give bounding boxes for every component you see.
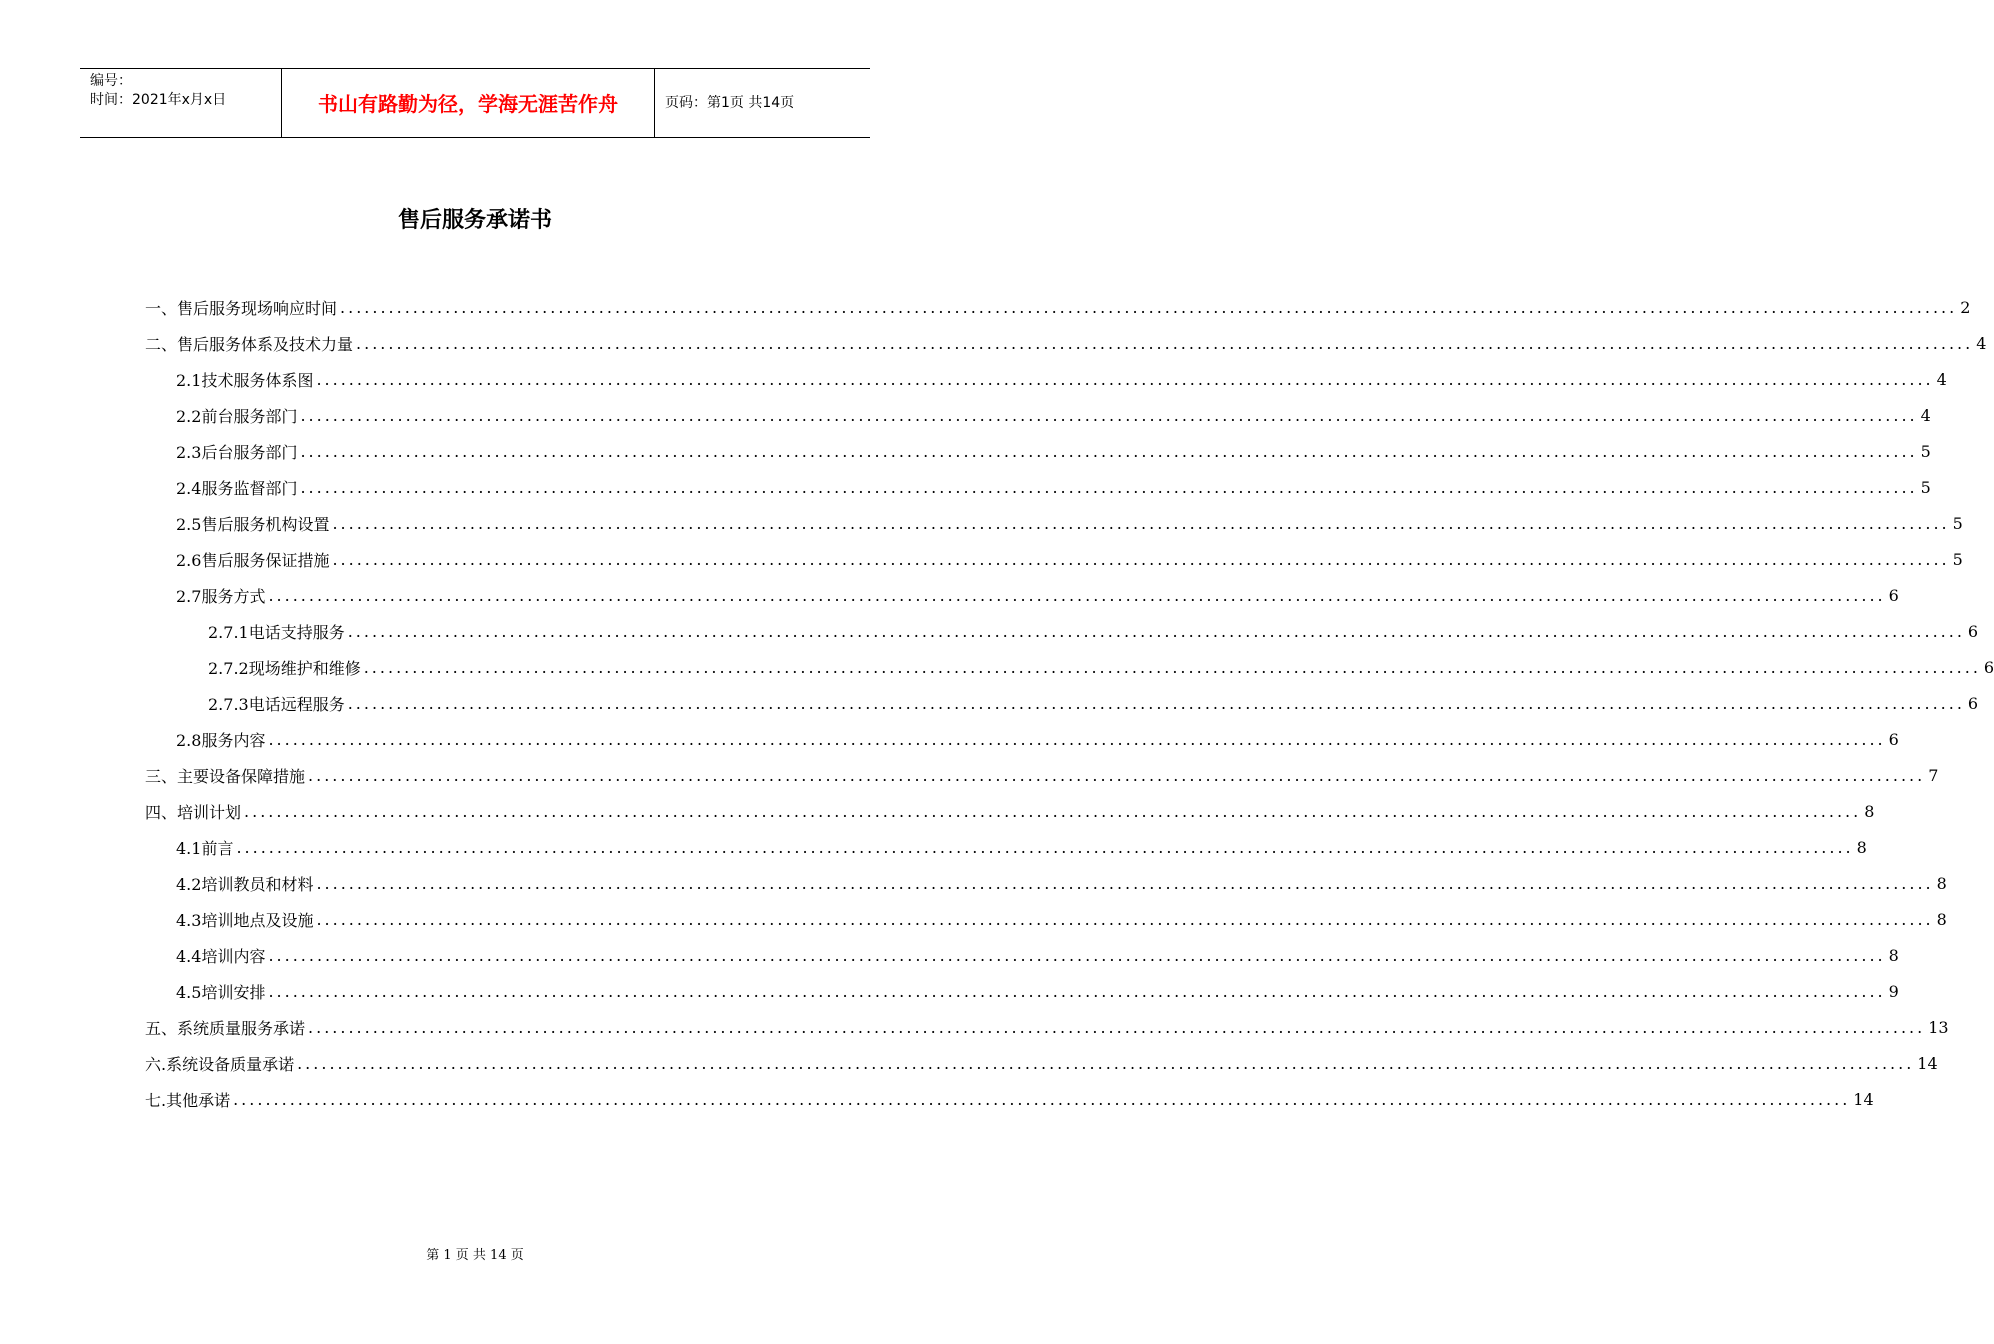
header-page-cell: [655, 69, 870, 137]
toc-dot-leader: ........................................................................................................................................................................................................: [236, 837, 1854, 857]
toc-entry-page: 5: [1920, 477, 1931, 497]
toc-dot-leader: ........................................................................................................................................................................................................: [332, 549, 1950, 569]
header-page-info: 页码：第1页 共14页: [665, 95, 795, 111]
toc-entry-page: 4: [1936, 369, 1947, 389]
toc-dot-leader: ........................................................................................................................................................................................................: [233, 1089, 1851, 1109]
toc-entry-label: 4.3培训地点及设施: [176, 910, 314, 930]
toc-dot-leader: ........................................................................................................................................................................................................: [347, 621, 1965, 641]
document-number-label: 编号：: [90, 73, 132, 89]
toc-entry[interactable]: [176, 901, 1947, 937]
toc-entry-page: 4: [1976, 333, 1987, 353]
toc-dot-leader: ........................................................................................................................................................................................................: [300, 405, 1918, 425]
toc-entry-label: 七.其他承诺: [145, 1090, 231, 1110]
toc-entry-page: 6: [1967, 621, 1979, 641]
toc-entry[interactable]: [176, 721, 1899, 757]
toc-entry-page: 5: [1920, 441, 1931, 461]
toc-dot-leader: ........................................................................................................................................................................................................: [300, 477, 1918, 497]
header-motto-cell: [282, 69, 655, 137]
toc-entry-page: 8: [1856, 837, 1867, 857]
toc-dot-leader: ........................................................................................................................................................................................................: [316, 873, 1934, 893]
toc-entry[interactable]: [176, 829, 1867, 865]
toc-dot-leader: ........................................................................................................................................................................................................: [268, 945, 1886, 965]
toc-entry[interactable]: [208, 685, 1979, 721]
toc-entry[interactable]: [176, 541, 1963, 577]
toc-entry[interactable]: [145, 757, 1939, 793]
toc-entry-page: 14: [1853, 1089, 1874, 1109]
toc-entry-label: 4.5培训安排: [176, 982, 266, 1002]
toc-entry[interactable]: [176, 865, 1947, 901]
toc-dot-leader: ........................................................................................................................................................................................................: [300, 441, 1918, 461]
toc-entry-page: 8: [1864, 801, 1875, 821]
toc-entry-label: 4.4培训内容: [176, 946, 266, 966]
toc-entry-label: 2.7.3电话远程服务: [208, 694, 345, 714]
toc-entry[interactable]: [176, 469, 1931, 505]
toc-entry-page: 5: [1952, 549, 1963, 569]
toc-dot-leader: ........................................................................................................................................................................................................: [268, 981, 1886, 1001]
toc-entry[interactable]: [176, 433, 1931, 469]
header-motto: 书山有路勤为径，学海无涯苦作舟: [318, 92, 618, 116]
toc-entry-page: 6: [1888, 585, 1899, 605]
document-title: 售后服务承诺书: [397, 207, 552, 233]
toc-dot-leader: ........................................................................................................................................................................................................: [308, 1017, 1926, 1037]
toc-entry-label: 三、主要设备保障措施: [145, 766, 306, 786]
toc-dot-leader: ........................................................................................................................................................................................................: [308, 765, 1926, 785]
toc-dot-leader: ........................................................................................................................................................................................................: [268, 585, 1886, 605]
document-time-label: 时间：2021年x月x日: [90, 92, 227, 108]
toc-entry-label: 2.7服务方式: [176, 586, 266, 606]
toc-dot-leader: ........................................................................................................................................................................................................: [316, 369, 1934, 389]
toc-entry-label: 二、售后服务体系及技术力量: [145, 334, 354, 354]
toc-entry-page: 13: [1928, 1017, 1949, 1037]
toc-entry-page: 2: [1960, 297, 1971, 317]
toc-entry-label: 2.5售后服务机构设置: [176, 514, 330, 534]
toc-dot-leader: ........................................................................................................................................................................................................: [363, 657, 1981, 677]
toc-entry-label: 2.4服务监督部门: [176, 478, 298, 498]
toc-entry-label: 六.系统设备质量承诺: [145, 1054, 295, 1074]
toc-entry[interactable]: [145, 1081, 1874, 1117]
toc-entry-page: 4: [1920, 405, 1931, 425]
toc-entry-page: 6: [1983, 657, 1994, 677]
toc-entry-label: 2.2前台服务部门: [176, 406, 298, 426]
header-meta-cell: [80, 69, 282, 137]
toc-entry-label: 2.8服务内容: [176, 730, 266, 750]
toc-entry-page: 9: [1888, 981, 1899, 1001]
toc-entry-label: 四、培训计划: [145, 802, 242, 822]
toc-entry-label: 2.7.1电话支持服务: [208, 622, 345, 642]
toc-entry[interactable]: [176, 505, 1963, 541]
toc-entry[interactable]: [176, 577, 1899, 613]
toc-dot-leader: ........................................................................................................................................................................................................: [244, 801, 1862, 821]
toc-entry[interactable]: [145, 793, 1875, 829]
toc-entry[interactable]: [176, 973, 1899, 1009]
toc-entry-label: 一、售后服务现场响应时间: [145, 298, 338, 318]
page-header: [80, 68, 870, 138]
toc-dot-leader: ........................................................................................................................................................................................................: [347, 693, 1965, 713]
toc-dot-leader: ........................................................................................................................................................................................................: [332, 513, 1950, 533]
toc-entry[interactable]: [145, 1045, 1938, 1081]
toc-entry-page: 6: [1967, 693, 1979, 713]
toc-entry-page: 5: [1952, 513, 1963, 533]
toc-entry[interactable]: [208, 613, 1979, 649]
toc-entry-label: 2.1技术服务体系图: [176, 370, 314, 390]
toc-entry[interactable]: [176, 937, 1899, 973]
toc-entry-page: 7: [1928, 765, 1939, 785]
page-footer: 第 1 页 共 14 页: [426, 1248, 524, 1263]
toc-entry-label: 五、系统质量服务承诺: [145, 1018, 306, 1038]
toc-entry-page: 8: [1936, 909, 1947, 929]
toc-dot-leader: ........................................................................................................................................................................................................: [268, 729, 1886, 749]
toc-entry[interactable]: [145, 1009, 1949, 1045]
toc-entry-label: 4.1前言: [176, 838, 234, 858]
toc-entry[interactable]: [176, 397, 1931, 433]
toc-entry-label: 2.7.2现场维护和维修: [208, 658, 361, 678]
toc-entry-label: 2.3后台服务部门: [176, 442, 298, 462]
toc-entry-page: 6: [1888, 729, 1899, 749]
toc-entry-page: 8: [1888, 945, 1899, 965]
toc-entry-label: 2.6售后服务保证措施: [176, 550, 330, 570]
toc-dot-leader: ........................................................................................................................................................................................................: [356, 333, 1974, 353]
toc-entry-page: 14: [1917, 1053, 1938, 1073]
toc-entry[interactable]: [145, 325, 1987, 361]
toc-entry[interactable]: [176, 361, 1947, 397]
toc-entry[interactable]: [145, 289, 1971, 325]
toc-entry-label: 4.2培训教员和材料: [176, 874, 314, 894]
toc-dot-leader: ........................................................................................................................................................................................................: [340, 297, 1958, 317]
toc-dot-leader: ........................................................................................................................................................................................................: [297, 1053, 1915, 1073]
toc-entry-page: 8: [1936, 873, 1947, 893]
toc-entry[interactable]: [208, 649, 1994, 685]
toc-dot-leader: ........................................................................................................................................................................................................: [316, 909, 1934, 929]
